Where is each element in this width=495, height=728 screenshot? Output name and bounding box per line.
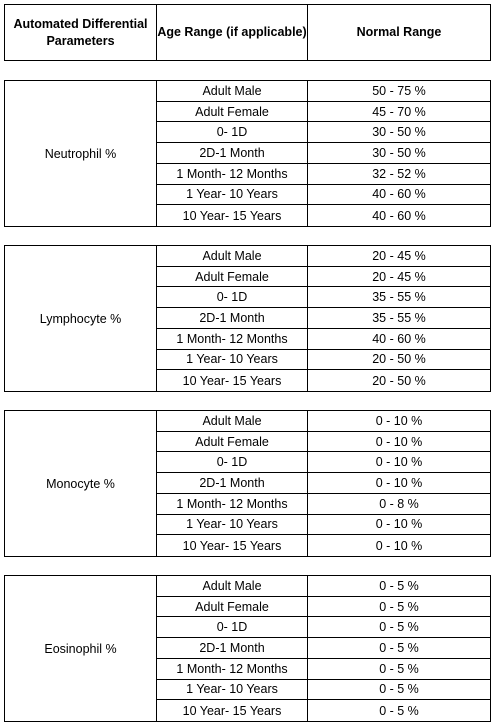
normal-range-cell: 40 - 60 % [372,187,426,202]
age-range-cell: 1 Month- 12 Months [157,164,308,184]
normal-range-cell: 50 - 75 % [372,83,426,98]
normal-range-cell: 0 - 10 % [375,434,423,449]
age-range-cell: 10 Year- 15 Years [157,700,308,721]
normal-range-cell: 0 - 5 % [379,661,419,676]
age-range-cell: 1 Year- 10 Years [157,185,308,205]
age-range-cell: 1 Month- 12 Months [157,659,308,679]
table-row [157,432,490,453]
age-range-cell: 0- 1D [157,617,308,637]
normal-range-cell: 35 - 55 % [372,290,426,305]
table-row [157,473,490,494]
age-range-cell: 2D-1 Month [157,473,308,493]
age-range-cell: 2D-1 Month [157,308,308,328]
table-row [157,287,490,308]
normal-range-cell: 0 - 10 % [375,455,423,470]
table-row [157,205,490,226]
table-row [157,452,490,473]
table-row [157,638,490,659]
age-range-cell: 1 Year- 10 Years [157,350,308,370]
age-range-cell: Adult Female [157,102,308,122]
age-range-cell: 1 Year- 10 Years [157,515,308,535]
table-row [157,576,490,597]
age-range-cell: Adult Female [157,597,308,617]
parameter-label: Neutrophil % [5,81,157,226]
age-range-cell: Adult Female [157,267,308,287]
table-header [4,4,491,61]
normal-range-cell: 0 - 5 % [379,703,419,718]
header-parameters: Automated Differential Parameters [5,5,157,60]
age-range-cell: Adult Male [157,246,308,266]
normal-range-cell: 0 - 8 % [379,496,419,511]
age-range-cell: Adult Male [157,411,308,431]
age-range-cell: 10 Year- 15 Years [157,370,308,391]
table-row [157,81,490,102]
normal-range-cell: 0 - 5 % [379,682,419,697]
age-range-cell: 0- 1D [157,452,308,472]
range-rows [157,81,490,226]
range-rows [157,411,490,556]
table-row [157,164,490,185]
table-row [157,597,490,618]
table-row [157,185,490,206]
header-normal-range: Normal Range [356,25,442,39]
normal-range-cell: 40 - 60 % [372,208,426,223]
table-row [157,659,490,680]
normal-range-cell: 40 - 60 % [372,331,426,346]
normal-range-cell: 20 - 45 % [372,248,426,263]
table-row [157,494,490,515]
age-range-cell: 10 Year- 15 Years [157,535,308,556]
normal-range-cell: 0 - 10 % [375,517,423,532]
section-block [4,245,491,392]
age-range-cell: 10 Year- 15 Years [157,205,308,226]
parameter-label: Lymphocyte % [5,246,157,391]
normal-range-cell: 35 - 55 % [372,310,426,325]
age-range-cell: Adult Male [157,576,308,596]
age-range-cell: Adult Male [157,81,308,101]
section-block [4,575,491,722]
age-range-cell: 1 Year- 10 Years [157,680,308,700]
table-row [157,535,490,556]
age-range-cell: Adult Female [157,432,308,452]
table-row [157,143,490,164]
normal-range-cell: 0 - 10 % [375,538,423,553]
normal-range-cell: 0 - 5 % [379,620,419,635]
range-rows [157,246,490,391]
section-block [4,80,491,227]
age-range-cell: 0- 1D [157,122,308,142]
normal-range-cell: 0 - 10 % [375,475,423,490]
parameter-label: Monocyte % [5,411,157,556]
table-row [157,350,490,371]
normal-range-cell: 30 - 50 % [372,125,426,140]
normal-range-cell: 20 - 45 % [372,269,426,284]
table-row [157,329,490,350]
normal-range-cell: 20 - 50 % [372,352,426,367]
age-range-cell: 1 Month- 12 Months [157,329,308,349]
normal-range-cell: 20 - 50 % [372,373,426,388]
normal-range-cell: 0 - 5 % [379,640,419,655]
parameter-label: Eosinophil % [5,576,157,721]
age-range-cell: 1 Month- 12 Months [157,494,308,514]
table-row [157,370,490,391]
range-rows [157,576,490,721]
table-row [157,411,490,432]
table-row [157,267,490,288]
table-row [157,102,490,123]
normal-range-cell: 0 - 10 % [375,413,423,428]
table-row [157,122,490,143]
table-row [157,246,490,267]
table-row [157,515,490,536]
age-range-cell: 2D-1 Month [157,143,308,163]
header-age-range: Age Range (if applicable) [157,5,308,60]
section-block [4,410,491,557]
age-range-cell: 2D-1 Month [157,638,308,658]
age-range-cell: 0- 1D [157,287,308,307]
normal-range-cell: 45 - 70 % [372,104,426,119]
table-row [157,308,490,329]
table-row [157,700,490,721]
table-row [157,680,490,701]
normal-range-cell: 0 - 5 % [379,599,419,614]
normal-range-cell: 30 - 50 % [372,145,426,160]
table-row [157,617,490,638]
normal-range-cell: 0 - 5 % [379,578,419,593]
normal-range-cell: 32 - 52 % [372,166,426,181]
